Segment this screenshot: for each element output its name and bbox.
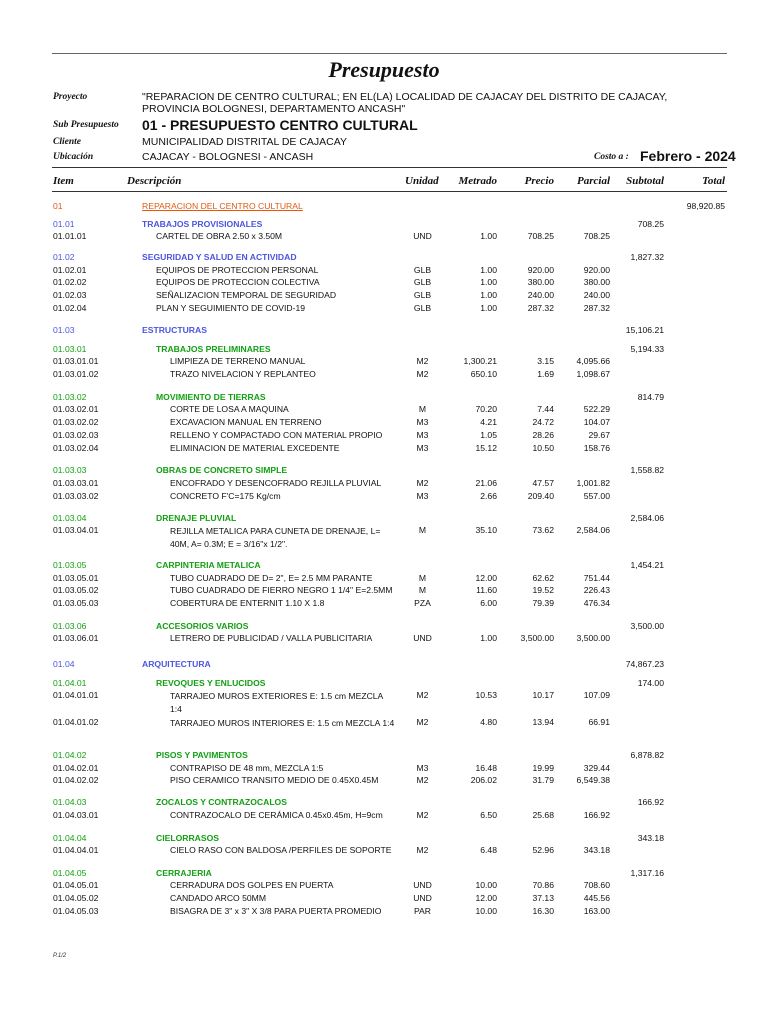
cell-pre: 287.32 bbox=[527, 303, 554, 313]
cell-unid: M2 bbox=[416, 356, 429, 366]
item-description: CONTRAZOCALO DE CERÁMICA 0.45x0.45m, H=9cm bbox=[170, 810, 383, 820]
cell-met: 21.06 bbox=[475, 478, 497, 488]
cell-sub: 1,317.16 bbox=[630, 868, 664, 878]
cell-unid: UND bbox=[413, 893, 432, 903]
cell-sub: 15,106.21 bbox=[625, 325, 664, 335]
col-parcial: Parcial bbox=[577, 175, 610, 187]
proyecto-label: Proyecto bbox=[53, 92, 88, 102]
table-row bbox=[0, 478, 768, 491]
item-description: TUBO CUADRADO DE FIERRO NEGRO 1 1/4" E=2.5MM bbox=[170, 585, 393, 595]
item-code: 01.03.05.02 bbox=[53, 585, 99, 595]
cell-par: 158.76 bbox=[583, 443, 610, 453]
cell-met: 10.00 bbox=[475, 906, 497, 916]
item-code: 01.04.05 bbox=[53, 868, 87, 878]
item-code: 01.04 bbox=[53, 659, 75, 669]
cell-par: 1,001.82 bbox=[576, 478, 610, 488]
item-description: CONCRETO F'C=175 Kg/cm bbox=[170, 491, 281, 501]
cell-unid: M bbox=[418, 573, 427, 583]
cell-par: 1,098.67 bbox=[576, 369, 610, 379]
item-code: 01.04.02.01 bbox=[53, 763, 99, 773]
item-code: 01.04.03 bbox=[53, 797, 87, 807]
item-code: 01.04.02.02 bbox=[53, 775, 99, 785]
cliente-value: MUNICIPALIDAD DISTRITAL DE CAJACAY bbox=[142, 136, 347, 148]
cell-sub: 74,867.23 bbox=[625, 659, 664, 669]
cell-sub: 1,454.21 bbox=[630, 560, 664, 570]
item-description: CORTE DE LOSA A MAQUINA bbox=[170, 404, 289, 414]
cell-pre: 28.26 bbox=[532, 430, 554, 440]
table-row bbox=[0, 633, 768, 646]
cell-par: 445.56 bbox=[583, 893, 610, 903]
item-description: LETRERO DE PUBLICIDAD / VALLA PUBLICITARIA bbox=[170, 633, 373, 643]
cell-pre: 240.00 bbox=[527, 290, 554, 300]
col-unidad: Unidad bbox=[405, 175, 439, 187]
cell-sub: 1,558.82 bbox=[630, 465, 664, 475]
item-description: TRAZO NIVELACION Y REPLANTEO bbox=[170, 369, 316, 379]
col-descripcion: Descripción bbox=[127, 175, 182, 187]
cell-unid: M2 bbox=[416, 369, 429, 379]
cell-unid: M bbox=[418, 525, 427, 535]
item-code: 01.02.04 bbox=[53, 303, 87, 313]
item-code: 01.03.06 bbox=[53, 621, 87, 631]
cell-sub: 814.79 bbox=[637, 392, 664, 402]
item-code: 01.03.02.03 bbox=[53, 430, 99, 440]
item-code: 01.04.03.01 bbox=[53, 810, 99, 820]
item-description: TARRAJEO MUROS EXTERIORES E: 1.5 cm MEZCLA 1:4 bbox=[170, 691, 383, 714]
item-description: BISAGRA DE 3" x 3" X 3/8 PARA PUERTA PROMEDIO bbox=[170, 906, 382, 916]
cell-sub: 174.00 bbox=[637, 678, 664, 688]
table-row bbox=[0, 356, 768, 369]
cell-unid: GLB bbox=[413, 303, 432, 313]
cell-par: 104.07 bbox=[583, 417, 610, 427]
cell-par: 920.00 bbox=[583, 265, 610, 275]
cell-pre: 52.96 bbox=[532, 845, 554, 855]
cell-pre: 24.72 bbox=[532, 417, 554, 427]
item-description: CONTRAPISO DE 48 mm, MEZCLA 1:5 bbox=[170, 763, 324, 773]
cell-met: 6.50 bbox=[480, 810, 497, 820]
item-description: TUBO CUADRADO DE D= 2", E= 2.5 MM PARANTE bbox=[170, 573, 373, 583]
cell-par: 3,500.00 bbox=[576, 633, 610, 643]
item-description: PISOS Y PAVIMENTOS bbox=[156, 750, 248, 760]
item-description: ESTRUCTURAS bbox=[142, 325, 207, 335]
item-description: EQUIPOS DE PROTECCION COLECTIVA bbox=[156, 277, 320, 287]
item-code: 01.03.06.01 bbox=[53, 633, 99, 643]
item-code: 01.01 bbox=[53, 219, 75, 229]
item-code: 01.03.02.04 bbox=[53, 443, 99, 453]
item-description: CERRADURA DOS GOLPES EN PUERTA bbox=[170, 880, 334, 890]
cell-par: 343.18 bbox=[583, 845, 610, 855]
cell-met: 4.80 bbox=[480, 717, 497, 727]
cell-pre: 380.00 bbox=[527, 277, 554, 287]
section-row bbox=[0, 252, 768, 265]
cell-unid: M bbox=[418, 585, 427, 595]
section-row bbox=[0, 465, 768, 478]
sub-presupuesto-label: Sub Presupuesto bbox=[53, 120, 119, 130]
header-rule-bottom bbox=[52, 191, 727, 192]
table-row bbox=[0, 430, 768, 443]
item-code: 01.03.04.01 bbox=[53, 525, 99, 535]
item-description: ELIMINACION DE MATERIAL EXCEDENTE bbox=[170, 443, 340, 453]
col-precio: Precio bbox=[524, 175, 554, 187]
cell-par: 751.44 bbox=[583, 573, 610, 583]
cell-met: 2.66 bbox=[480, 491, 497, 501]
cell-met: 35.10 bbox=[475, 525, 497, 535]
col-metrado: Metrado bbox=[458, 175, 497, 187]
cell-sub: 166.92 bbox=[637, 797, 664, 807]
item-code: 01.03 bbox=[53, 325, 75, 335]
item-description: RELLENO Y COMPACTADO CON MATERIAL PROPIO bbox=[170, 430, 383, 440]
cell-met: 1.00 bbox=[480, 277, 497, 287]
cell-met: 1.00 bbox=[480, 290, 497, 300]
item-code: 01 bbox=[53, 201, 63, 211]
cell-met: 15.12 bbox=[475, 443, 497, 453]
cell-met: 206.02 bbox=[470, 775, 497, 785]
cell-met: 6.48 bbox=[480, 845, 497, 855]
table-row bbox=[0, 404, 768, 417]
table-row bbox=[0, 893, 768, 906]
cell-par: 708.60 bbox=[583, 880, 610, 890]
cell-par: 4,095.66 bbox=[576, 356, 610, 366]
cell-pre: 25.68 bbox=[532, 810, 554, 820]
cell-met: 1.05 bbox=[480, 430, 497, 440]
table-row bbox=[0, 443, 768, 456]
cell-met: 650.10 bbox=[470, 369, 497, 379]
cell-met: 1.00 bbox=[480, 231, 497, 241]
item-code: 01.04.01.01 bbox=[53, 690, 99, 700]
item-description: TRABAJOS PRELIMINARES bbox=[156, 344, 271, 354]
cell-sub: 6,878.82 bbox=[630, 750, 664, 760]
cell-par: 226.43 bbox=[583, 585, 610, 595]
item-description: PLAN Y SEGUIMIENTO DE COVID-19 bbox=[156, 303, 306, 313]
cell-pre: 70.86 bbox=[532, 880, 554, 890]
page-title: Presupuesto bbox=[328, 57, 440, 82]
cell-par: 380.00 bbox=[583, 277, 610, 287]
cell-unid: M2 bbox=[416, 845, 429, 855]
item-description: EXCAVACION MANUAL EN TERRENO bbox=[170, 417, 322, 427]
cell-unid: GLB bbox=[413, 277, 432, 287]
cell-tot: 98,920.85 bbox=[686, 201, 725, 211]
item-description: ZOCALOS Y CONTRAZOCALOS bbox=[156, 797, 287, 807]
table-row bbox=[0, 491, 768, 504]
item-code: 01.04.05.01 bbox=[53, 880, 99, 890]
item-code: 01.03.02.01 bbox=[53, 404, 99, 414]
item-description: CANDADO ARCO 50MM bbox=[170, 893, 266, 903]
item-description: MOVIMIENTO DE TIERRAS bbox=[156, 392, 266, 402]
cell-unid: M3 bbox=[416, 417, 429, 427]
table-row bbox=[0, 598, 768, 611]
cell-unid: M3 bbox=[416, 763, 429, 773]
item-code: 01.03.04 bbox=[53, 513, 87, 523]
cell-pre: 62.62 bbox=[532, 573, 554, 583]
cell-unid: M3 bbox=[416, 491, 429, 501]
table-row bbox=[0, 231, 768, 244]
cell-unid: UND bbox=[413, 231, 432, 241]
item-description: PISO CERAMICO TRANSITO MEDIO DE 0.45X0.45M bbox=[170, 775, 379, 785]
cell-met: 4.21 bbox=[480, 417, 497, 427]
table-row bbox=[0, 585, 768, 598]
col-item: Item bbox=[53, 175, 74, 187]
item-description: REPARACION DEL CENTRO CULTURAL bbox=[142, 201, 303, 211]
table-row bbox=[0, 290, 768, 303]
item-description: SEGURIDAD Y SALUD EN ACTIVIDAD bbox=[142, 252, 297, 262]
item-description: REJILLA METALICA PARA CUNETA DE DRENAJE, L= 40M, A= 0.3M; E = 3/16"x 1/2". bbox=[170, 526, 381, 549]
cell-sub: 708.25 bbox=[637, 219, 664, 229]
table-row bbox=[0, 525, 768, 549]
item-code: 01.03.05.01 bbox=[53, 573, 99, 583]
top-rule bbox=[52, 53, 727, 54]
item-code: 01.03.05.03 bbox=[53, 598, 99, 608]
item-code: 01.03.01 bbox=[53, 344, 87, 354]
cell-pre: 10.50 bbox=[532, 443, 554, 453]
table-row bbox=[0, 417, 768, 430]
item-code: 01.03.02.02 bbox=[53, 417, 99, 427]
cell-unid: GLB bbox=[413, 290, 432, 300]
sub-presupuesto-value: 01 - PRESUPUESTO CENTRO CULTURAL bbox=[142, 117, 418, 133]
item-code: 01.03.03 bbox=[53, 465, 87, 475]
cell-pre: 10.17 bbox=[532, 690, 554, 700]
item-description: CARPINTERIA METALICA bbox=[156, 560, 261, 570]
cell-pre: 16.30 bbox=[532, 906, 554, 916]
item-description: TRABAJOS PROVISIONALES bbox=[142, 219, 263, 229]
header-rule-top bbox=[52, 167, 727, 168]
cell-par: 522.29 bbox=[583, 404, 610, 414]
cell-pre: 37.13 bbox=[532, 893, 554, 903]
item-code: 01.02.03 bbox=[53, 290, 87, 300]
cell-unid: M2 bbox=[416, 810, 429, 820]
item-description: CIELO RASO CON BALDOSA /PERFILES DE SOPORTE bbox=[170, 845, 392, 855]
page-number: P.1/2 bbox=[53, 953, 67, 959]
item-description: DRENAJE PLUVIAL bbox=[156, 513, 237, 523]
cell-met: 1.00 bbox=[480, 265, 497, 275]
item-code: 01.01.01 bbox=[53, 231, 87, 241]
item-description: OBRAS DE CONCRETO SIMPLE bbox=[156, 465, 288, 475]
cell-unid: M2 bbox=[416, 478, 429, 488]
item-code: 01.04.02 bbox=[53, 750, 87, 760]
cell-unid: M2 bbox=[416, 690, 429, 700]
item-code: 01.02.01 bbox=[53, 265, 87, 275]
section-row bbox=[0, 560, 768, 573]
item-description: TARRAJEO MUROS INTERIORES E: 1.5 cm MEZCLA 1:4 bbox=[170, 718, 395, 728]
ubicacion-value: CAJACAY - BOLOGNESI - ANCASH bbox=[142, 151, 314, 163]
cell-met: 1,300.21 bbox=[463, 356, 497, 366]
table-row bbox=[0, 277, 768, 290]
cell-unid: M3 bbox=[416, 430, 429, 440]
item-description: SEÑALIZACION TEMPORAL DE SEGURIDAD bbox=[156, 290, 337, 300]
cell-met: 1.00 bbox=[480, 303, 497, 313]
section-row bbox=[0, 325, 768, 338]
cell-sub: 343.18 bbox=[637, 833, 664, 843]
cell-unid: M3 bbox=[416, 443, 429, 453]
table-row bbox=[0, 906, 768, 919]
item-description: EQUIPOS DE PROTECCION PERSONAL bbox=[156, 265, 319, 275]
item-description: CERRAJERIA bbox=[156, 868, 212, 878]
item-description: COBERTURA DE ENTERNIT 1.10 X 1.8 bbox=[170, 598, 325, 608]
cell-par: 163.00 bbox=[583, 906, 610, 916]
cell-par: 240.00 bbox=[583, 290, 610, 300]
cell-par: 166.92 bbox=[583, 810, 610, 820]
cell-met: 70.20 bbox=[475, 404, 497, 414]
table-row bbox=[0, 775, 768, 788]
cell-pre: 13.94 bbox=[532, 717, 554, 727]
cell-pre: 708.25 bbox=[527, 231, 554, 241]
item-code: 01.04.04.01 bbox=[53, 845, 99, 855]
cell-sub: 1,827.32 bbox=[630, 252, 664, 262]
cell-par: 287.32 bbox=[583, 303, 610, 313]
table-row bbox=[0, 303, 768, 316]
item-code: 01.03.02 bbox=[53, 392, 87, 402]
cell-sub: 2,584.06 bbox=[630, 513, 664, 523]
cell-par: 66.91 bbox=[588, 717, 610, 727]
table-row bbox=[0, 717, 768, 730]
cell-pre: 73.62 bbox=[532, 525, 554, 535]
cell-met: 10.53 bbox=[475, 690, 497, 700]
cell-pre: 19.52 bbox=[532, 585, 554, 595]
item-code: 01.03.01.02 bbox=[53, 369, 99, 379]
cell-met: 1.00 bbox=[480, 633, 497, 643]
item-code: 01.04.04 bbox=[53, 833, 87, 843]
cell-unid: M2 bbox=[416, 717, 429, 727]
cell-par: 476.34 bbox=[583, 598, 610, 608]
item-description: ARQUITECTURA bbox=[142, 659, 211, 669]
cell-unid: PAR bbox=[413, 906, 432, 916]
item-description: CARTEL DE OBRA 2.50 x 3.50M bbox=[156, 231, 283, 241]
item-code: 01.02 bbox=[53, 252, 75, 262]
item-description: LIMPIEZA DE TERRENO MANUAL bbox=[170, 356, 306, 366]
cell-par: 29.67 bbox=[588, 430, 610, 440]
cliente-label: Cliente bbox=[53, 137, 81, 147]
section-row bbox=[0, 750, 768, 763]
cell-unid: M bbox=[418, 404, 427, 414]
cell-pre: 3,500.00 bbox=[520, 633, 554, 643]
table-row bbox=[0, 845, 768, 858]
item-code: 01.02.02 bbox=[53, 277, 87, 287]
cell-pre: 920.00 bbox=[527, 265, 554, 275]
cell-unid: PZA bbox=[414, 598, 431, 608]
item-code: 01.04.05.03 bbox=[53, 906, 99, 916]
section-row bbox=[0, 659, 768, 672]
col-total: Total bbox=[702, 175, 725, 187]
cell-par: 708.25 bbox=[583, 231, 610, 241]
item-code: 01.03.05 bbox=[53, 560, 87, 570]
table-row bbox=[0, 690, 768, 714]
cell-pre: 209.40 bbox=[527, 491, 554, 501]
table-row bbox=[0, 810, 768, 823]
cell-par: 557.00 bbox=[583, 491, 610, 501]
cell-par: 2,584.06 bbox=[576, 525, 610, 535]
cell-unid: M2 bbox=[416, 775, 429, 785]
costo-label: Costo a : bbox=[594, 152, 629, 162]
cell-unid: GLB bbox=[413, 265, 432, 275]
cell-par: 329.44 bbox=[583, 763, 610, 773]
item-code: 01.03.03.01 bbox=[53, 478, 99, 488]
cell-pre: 7.44 bbox=[537, 404, 554, 414]
proyecto-value: "REPARACION DE CENTRO CULTURAL; EN EL(LA) LOCALIDAD DE CAJACAY DEL DISTRITO DE CAJACAY, PROVINCIA BOLOGNESI, DEPARTAMENTO ANCASH" bbox=[142, 91, 668, 115]
cell-par: 6,549.38 bbox=[576, 775, 610, 785]
cell-pre: 19.99 bbox=[532, 763, 554, 773]
cell-pre: 47.57 bbox=[532, 478, 554, 488]
cell-met: 12.00 bbox=[475, 573, 497, 583]
cell-par: 107.09 bbox=[583, 690, 610, 700]
cell-met: 6.00 bbox=[480, 598, 497, 608]
item-description: ENCOFRADO Y DESENCOFRADO REJILLA PLUVIAL bbox=[170, 478, 382, 488]
cell-met: 11.60 bbox=[476, 585, 497, 595]
cell-unid: UND bbox=[413, 880, 432, 890]
cell-sub: 3,500.00 bbox=[630, 621, 664, 631]
item-code: 01.04.01 bbox=[53, 678, 87, 688]
cell-pre: 31.79 bbox=[532, 775, 554, 785]
cell-met: 10.00 bbox=[475, 880, 497, 890]
cell-unid: UND bbox=[413, 633, 432, 643]
cell-pre: 79.39 bbox=[532, 598, 554, 608]
col-subtotal: Subtotal bbox=[626, 175, 664, 187]
item-description: ACCESORIOS VARIOS bbox=[156, 621, 249, 631]
table-row bbox=[0, 880, 768, 893]
item-description: CIELORRASOS bbox=[156, 833, 220, 843]
cell-sub: 5,194.33 bbox=[630, 344, 664, 354]
item-code: 01.03.01.01 bbox=[53, 356, 99, 366]
cell-met: 16.48 bbox=[475, 763, 497, 773]
item-code: 01.03.03.02 bbox=[53, 491, 99, 501]
cell-met: 12.00 bbox=[475, 893, 497, 903]
costo-value: Febrero - 2024 bbox=[640, 148, 736, 164]
item-code: 01.04.05.02 bbox=[53, 893, 99, 903]
cell-pre: 1.69 bbox=[537, 369, 554, 379]
cell-pre: 3.15 bbox=[537, 356, 554, 366]
item-description: REVOQUES Y ENLUCIDOS bbox=[156, 678, 266, 688]
table-row bbox=[0, 369, 768, 382]
section-row bbox=[0, 797, 768, 810]
ubicacion-label: Ubicación bbox=[53, 152, 94, 162]
section-row bbox=[0, 201, 768, 214]
item-code: 01.04.01.02 bbox=[53, 717, 99, 727]
